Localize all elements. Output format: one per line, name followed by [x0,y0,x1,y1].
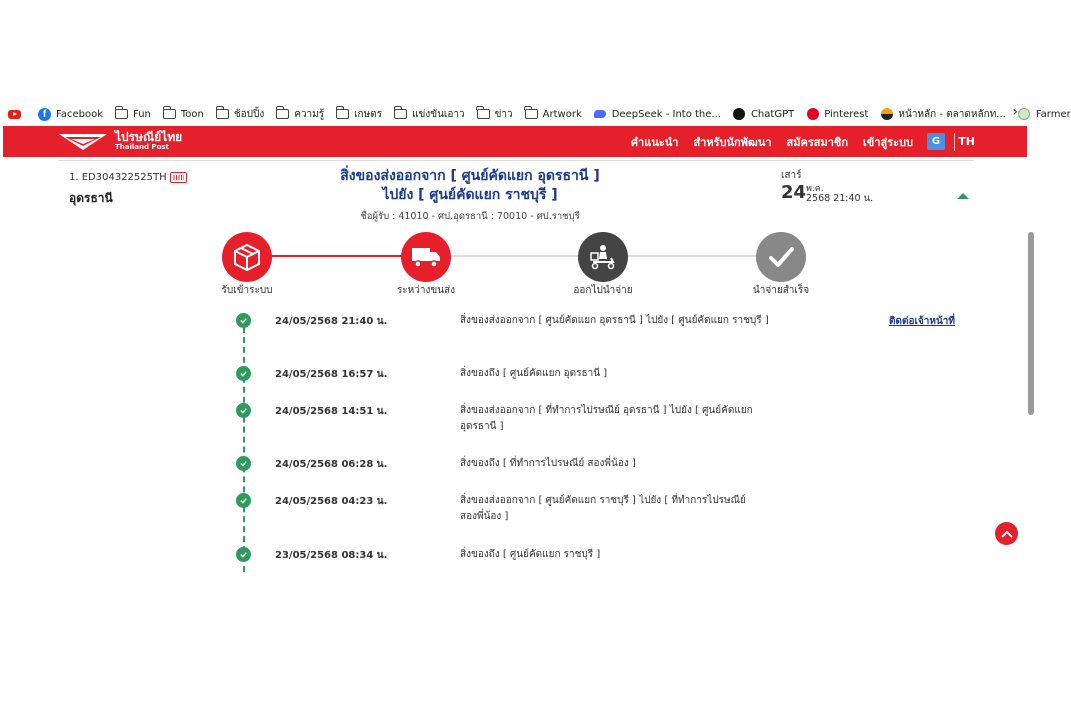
bookmark-market[interactable]: หน้าหลัก - ตลาดหลักท... [880,107,1005,122]
check-circle-icon [236,456,251,471]
bookmark-folder-competition[interactable]: แข่งขันเอาว [394,107,465,122]
event-time: 24/05/2568 06:28 น. [275,459,388,470]
barcode-icon[interactable] [170,172,187,183]
bookmark-folder-knowledge[interactable]: ความรู้ [276,107,324,122]
event-time: 24/05/2568 04:23 น. [275,496,388,507]
step-label-in-transit: ระหว่างขนส่ง [396,285,456,296]
contact-staff-link[interactable]: ติดต่อเจ้าหน้าที่ [889,316,956,327]
nav-register[interactable]: สมัครสมาชิก [786,135,849,149]
bookmark-deepseek[interactable]: DeepSeek - Into the... [594,108,721,121]
bookmark-pinterest[interactable]: Pinterest [806,108,868,121]
step-out-for-delivery [578,232,628,282]
facebook-icon: f [38,108,51,121]
timeline-line [243,327,245,572]
bookmark-farmer[interactable]: Farmer [1018,108,1071,121]
box-icon [232,242,262,272]
logo-thai-text: ไปรษณีย์ไทย [115,130,183,144]
bookmark-folder-toon[interactable]: Toon [163,108,204,121]
back-to-top-button[interactable] [995,522,1018,545]
truck-icon [410,244,442,270]
scrollbar-thumb[interactable] [1028,232,1034,415]
event-description: สิ่งของส่งออกจาก [ ที่ทำการไปรษณีย์ อุดรธานี ] ไปยัง [ ศูนย์คัดแยก อุดรธานี ] [460,405,753,432]
bookmark-folder-agriculture[interactable]: เกษตร [336,107,382,122]
google-translate-icon[interactable]: G [927,133,945,150]
chevron-up-icon [1001,530,1013,538]
step-in-transit [401,232,451,282]
check-circle-icon [236,313,251,328]
day-name: เสาร์ [781,170,802,181]
month: พ.ค. [806,184,824,194]
route-info: ชื่อผู้รับ : 41010 - ศป.อุดรธานี : 70010 - ศป.ราชบุรี [360,211,580,222]
collapse-arrow-icon[interactable] [957,193,969,199]
check-circle-icon [236,493,251,508]
divider [58,160,974,161]
page-content [0,157,1026,572]
check-circle-icon [236,366,251,381]
progress-line-done [247,255,426,257]
event-time: 24/05/2568 21:40 น. [275,316,388,327]
event-description: สิ่งของถึง [ ศูนย์คัดแยก อุดรธานี ] [460,368,608,379]
scooter-icon [588,243,618,271]
bookmark-folder-news[interactable]: ข่าว [477,107,513,122]
logo-english-text: Thailand Post [115,143,169,151]
language-switch[interactable]: TH [958,135,975,148]
nav-developers[interactable]: สำหรับนักพัฒนา [693,135,772,149]
bookmark-chatgpt[interactable]: ChatGPT [733,108,794,121]
event-description: สิ่งของถึง [ ที่ทำการไปรษณีย์ สองพี่น้อง ] [460,458,636,469]
status-title: สิ่งของส่งออกจาก [ ศูนย์คัดแยก อุดรธานี ] ไปยัง [ ศูนย์คัดแยก ราชบุรี ] [340,168,600,203]
day-number: 24 [781,182,807,203]
step-label-received: รับเข้าระบบ [221,285,273,296]
check-circle-icon [236,547,251,562]
event-description: สิ่งของถึง [ ศูนย์คัดแยก ราชบุรี ] [460,549,601,560]
nav-guide[interactable]: คำแนะนำ [630,135,679,149]
event-description: สิ่งของส่งออกจาก [ ศูนย์คัดแยก อุดรธานี ] ไปยัง [ ศูนย์คัดแยก ราชบุรี ] [460,315,769,326]
event-description: สิ่งของส่งออกจาก [ ศูนย์คัดแยก ราชบุรี ] ไปยัง [ ที่ทำการไปรษณีย์ สองพี่น้อง ] [460,495,746,522]
bookmark-facebook[interactable]: f Facebook [38,108,103,121]
chevron-right-icon[interactable]: › [1012,104,1018,120]
event-time: 24/05/2568 14:51 น. [275,406,388,417]
nav-login[interactable]: เข้าสู่ระบบ [863,135,913,149]
step-label-delivered: นำจ่ายสำเร็จ [752,285,810,296]
step-received [222,232,272,282]
check-circle-icon [236,403,251,418]
event-time: 24/05/2568 16:57 น. [275,369,388,380]
event-time: 23/05/2568 08:34 น. [275,550,388,561]
step-delivered [756,232,806,282]
tracking-number: 1. ED304322525TH [69,172,187,183]
checkmark-icon [766,242,796,272]
origin-province: อุดรธานี [69,191,113,205]
bookmark-folder-artwork[interactable]: Artwork [525,108,582,121]
bookmark-folder-shopping[interactable]: ช้อปปิ้ง [216,107,264,122]
bookmark-folder-fun[interactable]: Fun [115,108,151,121]
step-label-out-for-delivery: ออกไปนำจ่าย [573,285,633,296]
year-time: 2568 21:40 น. [806,193,874,204]
